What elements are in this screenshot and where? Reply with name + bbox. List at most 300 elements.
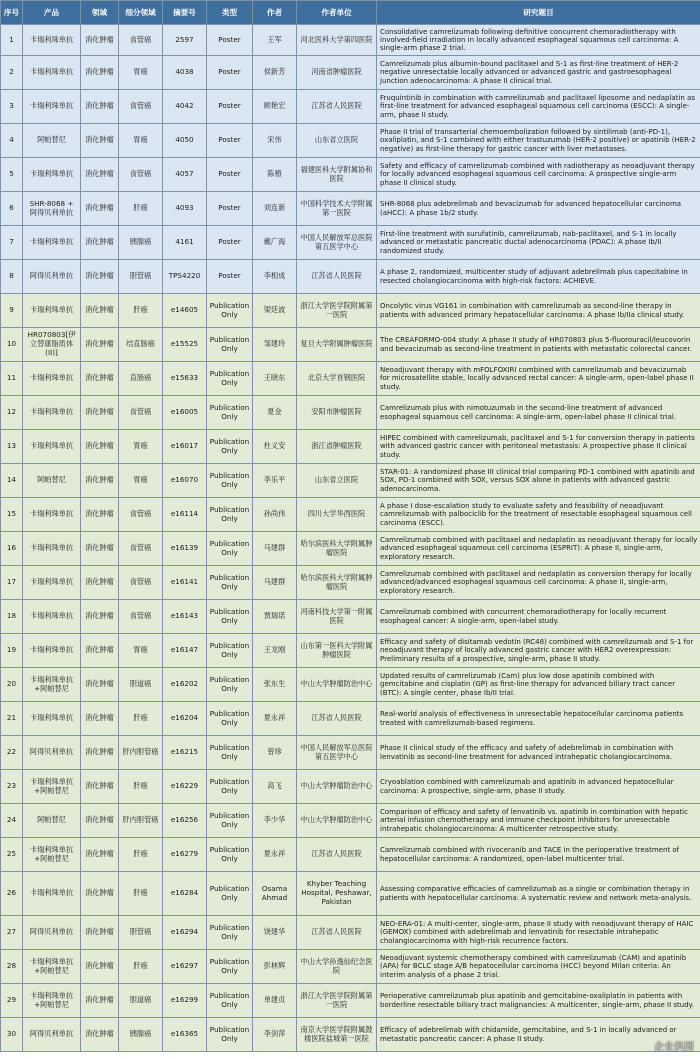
cell-abstract-no: e16279 <box>163 838 207 872</box>
cell-abstract-no: e16141 <box>163 566 207 600</box>
table-row <box>1 396 700 430</box>
cell-subfield: 胃癌 <box>119 634 163 668</box>
cell-field: 消化肿瘤 <box>81 260 119 294</box>
cell-index: 15 <box>1 498 23 532</box>
cell-author: 刘连新 <box>253 192 297 226</box>
table-row <box>1 294 700 328</box>
cell-field: 消化肿瘤 <box>81 566 119 600</box>
cell-abstract-no: e16070 <box>163 464 207 498</box>
cell-affiliation: 河北医科大学第四医院 <box>297 25 377 56</box>
cell-index: 24 <box>1 804 23 838</box>
cell-type: Publication Only <box>207 430 253 464</box>
cell-abstract-no: e16297 <box>163 950 207 984</box>
cell-affiliation: 浙江省肿瘤医院 <box>297 430 377 464</box>
cell-product: 阿帕替尼 <box>23 804 81 838</box>
cell-abstract-no: 4093 <box>163 192 207 226</box>
cell-affiliation: 浙江大学医学院附属第一医院 <box>297 984 377 1018</box>
cell-affiliation: 江苏省人民医院 <box>297 90 377 124</box>
cell-field: 消化肿瘤 <box>81 192 119 226</box>
header-affiliation: 作者单位 <box>297 1 377 25</box>
table-row <box>1 25 700 56</box>
cell-affiliation: Khyber Teaching Hospital, Peshawar, Pakistan <box>297 872 377 916</box>
cell-subfield: 肝癌 <box>119 294 163 328</box>
cell-subfield: 食管癌 <box>119 90 163 124</box>
table-row <box>1 702 700 736</box>
cell-field: 消化肿瘤 <box>81 362 119 396</box>
cell-type: Publication Only <box>207 702 253 736</box>
cell-abstract-no: e16147 <box>163 634 207 668</box>
cell-type: Publication Only <box>207 770 253 804</box>
cell-subfield: 食管癌 <box>119 600 163 634</box>
cell-product: 阿得贝利单抗 <box>23 916 81 950</box>
cell-author: 高飞 <box>253 770 297 804</box>
cell-product: 卡瑞利珠单抗+阿帕替尼 <box>23 950 81 984</box>
header-row <box>1 1 700 25</box>
cell-type: Publication Only <box>207 950 253 984</box>
cell-affiliation: 中山大学肿瘤防治中心 <box>297 770 377 804</box>
cell-index: 3 <box>1 90 23 124</box>
cell-affiliation: 中山大学肿瘤防治中心 <box>297 668 377 702</box>
cell-title: Fruquintinib in combination with camrelizumab and paclitaxel liposome and nedaplatin as first-line treatment for advanced esophageal squamous cell carcinoma (ESCC): A single-arm, phase II study. <box>377 90 700 124</box>
cell-index: 19 <box>1 634 23 668</box>
cell-type: Publication Only <box>207 872 253 916</box>
cell-abstract-no: e16114 <box>163 498 207 532</box>
cell-author: 王龙刚 <box>253 634 297 668</box>
cell-title: Neoadjuvant systemic chemotherapy combined with camrelizumab (CAM) and apatinib (APA) for BCLC stage A/B hepatocellular carcinoma (HCC) beyond Milan criteria: An interim analysis of a phase 2 trial. <box>377 950 700 984</box>
cell-author: 侯新芳 <box>253 56 297 90</box>
cell-abstract-no: e16215 <box>163 736 207 770</box>
cell-type: Poster <box>207 192 253 226</box>
header-product: 产品 <box>23 1 81 25</box>
cell-title: Consolidative camrelizumab following definitive concurrent chemoradiotherapy with involved-field irradiation in locally advanced esophageal squamous cell carcinoma: A single-arm phase 2 trial. <box>377 25 700 56</box>
cell-product: 卡瑞利珠单抗 <box>23 90 81 124</box>
cell-field: 消化肿瘤 <box>81 872 119 916</box>
cell-affiliation: 中国科学技术大学附属第一医院 <box>297 192 377 226</box>
cell-title: A phase 2, randomized, multicenter study of adjuvant adebrelimab plus capecitabine in resected cholangiocarcinoma with high-risk factors: ACHIEVE. <box>377 260 700 294</box>
cell-title: Camrelizumab combined with rivoceranib and TACE in the perioperative treatment of hepatocellular carcinoma: A randomized, open-label multicenter trial. <box>377 838 700 872</box>
cell-index: 10 <box>1 328 23 362</box>
cell-author: 王军 <box>253 25 297 56</box>
cell-subfield: 食管癌 <box>119 566 163 600</box>
cell-product: 卡瑞利珠单抗 <box>23 430 81 464</box>
cell-subfield: 肝癌 <box>119 702 163 736</box>
cell-author: 李乐平 <box>253 464 297 498</box>
table-row <box>1 90 700 124</box>
header-abstract-no: 摘要号 <box>163 1 207 25</box>
cell-index: 11 <box>1 362 23 396</box>
cell-abstract-no: e16143 <box>163 600 207 634</box>
cell-field: 消化肿瘤 <box>81 56 119 90</box>
cell-affiliation: 哈尔滨医科大学附属肿瘤医院 <box>297 532 377 566</box>
cell-title: Camrelizumab plus albumin-bound paclitaxel and S-1 as first-line treatment of HER-2 negative unresectable locally advanced or advanced gastric and gastroesophageal junction adenocarcinoma: A phase II clinical trial. <box>377 56 700 90</box>
cell-type: Publication Only <box>207 600 253 634</box>
cell-product: 卡瑞利珠单抗 <box>23 294 81 328</box>
cell-field: 消化肿瘤 <box>81 770 119 804</box>
cell-abstract-no: 4050 <box>163 124 207 158</box>
cell-affiliation: 复旦大学附属肿瘤医院 <box>297 328 377 362</box>
cell-index: 4 <box>1 124 23 158</box>
cell-type: Publication Only <box>207 464 253 498</box>
cell-affiliation: 江苏省人民医院 <box>297 916 377 950</box>
cell-author: 李剑萍 <box>253 1018 297 1052</box>
cell-abstract-no: 4042 <box>163 90 207 124</box>
cell-product: 卡瑞利珠单抗 <box>23 498 81 532</box>
cell-type: Publication Only <box>207 396 253 430</box>
cell-abstract-no: 4161 <box>163 226 207 260</box>
cell-title: Updated results of camrelizumab (Cam) plus low dose apatinib combined with gemcitabine and cisplatin (GP) as first-line therapy for advanced biliary tract cancer (BTC): A single center, phase Ib/II trial. <box>377 668 700 702</box>
cell-type: Publication Only <box>207 916 253 950</box>
cell-subfield: 胆道癌 <box>119 668 163 702</box>
cell-author: 杜义安 <box>253 430 297 464</box>
cell-product: 阿帕替尼 <box>23 464 81 498</box>
cell-field: 消化肿瘤 <box>81 702 119 736</box>
cell-field: 消化肿瘤 <box>81 464 119 498</box>
cell-author: 陈椿 <box>253 158 297 192</box>
cell-field: 消化肿瘤 <box>81 430 119 464</box>
cell-type: Poster <box>207 56 253 90</box>
table-row <box>1 668 700 702</box>
cell-author: 梁廷波 <box>253 294 297 328</box>
cell-product: 卡瑞利珠单抗+阿帕替尼 <box>23 770 81 804</box>
cell-title: NEO-ERA-01: A multi-center, single-arm, phase II study with neoadjuvant therapy of HAIC (GEMOX) combined with adebrelimab and lenvatinib for resectable intrahepatic cholangiocarcinoma with high-risk recurrence factors. <box>377 916 700 950</box>
cell-subfield: 直肠癌 <box>119 362 163 396</box>
cell-index: 28 <box>1 950 23 984</box>
table-row <box>1 158 700 192</box>
cell-index: 8 <box>1 260 23 294</box>
table-row <box>1 838 700 872</box>
cell-index: 20 <box>1 668 23 702</box>
cell-subfield: 胃癌 <box>119 56 163 90</box>
cell-subfield: 胃癌 <box>119 430 163 464</box>
table-row <box>1 56 700 90</box>
cell-title: STAR-01: A randomized phase III clinical trial comparing PD-1 combined with apatinib and SOX, PD-1 combined with SOX, versus SOX alone in patients with advanced gastric adenocarcinoma. <box>377 464 700 498</box>
cell-index: 26 <box>1 872 23 916</box>
cell-title: Safety and efficacy of camrelizumab combined with radiotherapy as neoadjuvant therapy for locally advanced esophageal squamous cell carcinoma: A prospective single-arm phase II clinical study. <box>377 158 700 192</box>
cell-type: Publication Only <box>207 532 253 566</box>
cell-author: 戴广海 <box>253 226 297 260</box>
header-subfield: 细分领域 <box>119 1 163 25</box>
cell-affiliation: 中山大学肿瘤防治中心 <box>297 804 377 838</box>
cell-abstract-no: 2597 <box>163 25 207 56</box>
cell-field: 消化肿瘤 <box>81 600 119 634</box>
cell-subfield: 肝癌 <box>119 770 163 804</box>
cell-author: 马建群 <box>253 532 297 566</box>
cell-title: Phase II clinical study of the efficacy and safety of adebrelimab in combination with lenvatinib as second-line treatment for advanced intrahepatic cholangiocarcinoma. <box>377 736 700 770</box>
cell-type: Poster <box>207 226 253 260</box>
cell-subfield: 食管癌 <box>119 396 163 430</box>
cell-product: 卡瑞利珠单抗 <box>23 566 81 600</box>
cell-affiliation: 福建医科大学附属协和医院 <box>297 158 377 192</box>
cell-product: 卡瑞利珠单抗 <box>23 362 81 396</box>
table-row <box>1 872 700 916</box>
cell-product: HR070803[伊立替康脂质体(II)] <box>23 328 81 362</box>
cell-type: Publication Only <box>207 498 253 532</box>
cell-title: Camrelizumab plus with nimotuzumab in the second-line treatment of advanced esophageal squamous cell carcinoma: A single-arm, open-label phase II clinical trial. <box>377 396 700 430</box>
cell-type: Poster <box>207 124 253 158</box>
cell-affiliation: 南京大学医学院附属鼓楼医院盐城第一医院 <box>297 1018 377 1052</box>
cell-abstract-no: e16017 <box>163 430 207 464</box>
cell-field: 消化肿瘤 <box>81 328 119 362</box>
cell-field: 消化肿瘤 <box>81 124 119 158</box>
table-row <box>1 328 700 362</box>
cell-affiliation: 江苏省人民医院 <box>297 838 377 872</box>
cell-index: 14 <box>1 464 23 498</box>
cell-product: 卡瑞利珠单抗 <box>23 600 81 634</box>
cell-author: 王晓东 <box>253 362 297 396</box>
table-row <box>1 498 700 532</box>
cell-subfield: 食管癌 <box>119 532 163 566</box>
table-row <box>1 566 700 600</box>
cell-field: 消化肿瘤 <box>81 984 119 1018</box>
cell-author: 顾艳宏 <box>253 90 297 124</box>
cell-subfield: 胰腺癌 <box>119 1018 163 1052</box>
cell-subfield: 胆管癌 <box>119 916 163 950</box>
cell-index: 13 <box>1 430 23 464</box>
cell-title: SHR-8068 plus adebrelimab and bevacizumab for advanced hepatocellular carcinoma (aHCC): A phase 1b/2 study. <box>377 192 700 226</box>
cell-title: Neoadjuvant therapy with mFOLFOXIRI combined with camrelizumab and bevacizumab for microsatellite stable, locally advanced rectal cancer: A single-arm, open-label phase II study. <box>377 362 700 396</box>
cell-subfield: 肝癌 <box>119 950 163 984</box>
table-row <box>1 916 700 950</box>
cell-index: 16 <box>1 532 23 566</box>
cell-abstract-no: e16229 <box>163 770 207 804</box>
cell-title: Phase II trial of transarterial chemoembolization followed by sintilimab (anti-PD-1), oxaliplatin, and S-1 combined with either trastuzumab (HER-2 positive) or apatinib (HER-2 negative) as first-line therapy for gastric cancer with liver metastases. <box>377 124 700 158</box>
cell-abstract-no: e16139 <box>163 532 207 566</box>
cell-abstract-no: e16299 <box>163 984 207 1018</box>
cell-subfield: 胆道癌 <box>119 984 163 1018</box>
header-author: 作者 <box>253 1 297 25</box>
cell-abstract-no: TPS4220 <box>163 260 207 294</box>
cell-index: 22 <box>1 736 23 770</box>
cell-product: 卡瑞利珠单抗 <box>23 872 81 916</box>
table-row <box>1 192 700 226</box>
cell-abstract-no: e16202 <box>163 668 207 702</box>
cell-product: 阿得贝利单抗 <box>23 1018 81 1052</box>
cell-abstract-no: e16365 <box>163 1018 207 1052</box>
cell-author: 马建群 <box>253 566 297 600</box>
table-row <box>1 634 700 668</box>
table-row <box>1 430 700 464</box>
cell-affiliation: 中国人民解放军总医院第五医学中心 <box>297 736 377 770</box>
cell-type: Publication Only <box>207 362 253 396</box>
cell-index: 23 <box>1 770 23 804</box>
cell-title: Perioperative camrelizumab plus apatinib and gemcitabine-oxaliplatin in patients with borderline resectable biliary tract malignancies: A multicenter, single-arm, phase II study. <box>377 984 700 1018</box>
cell-author: 曾珍 <box>253 736 297 770</box>
cell-title: Efficacy of adebrelimab with chidamide, gemcitabine, and S-1 in locally advanced or metastatic pancreatic cancer: A phase II study. <box>377 1018 700 1052</box>
cell-field: 消化肿瘤 <box>81 668 119 702</box>
cell-author: 孙尚伟 <box>253 498 297 532</box>
cell-type: Publication Only <box>207 294 253 328</box>
cell-subfield: 肝内胆管癌 <box>119 736 163 770</box>
cell-field: 消化肿瘤 <box>81 736 119 770</box>
cell-abstract-no: 4057 <box>163 158 207 192</box>
table-row <box>1 1018 700 1052</box>
cell-type: Poster <box>207 158 253 192</box>
cell-product: 卡瑞利珠单抗+阿帕替尼 <box>23 668 81 702</box>
table-row <box>1 532 700 566</box>
cell-product: 卡瑞利珠单抗 <box>23 634 81 668</box>
cell-title: Cryoablation combined with camrelizumab and apatinib in advanced hepatocellular carcinoma: A prospective, single-arm, phase II study. <box>377 770 700 804</box>
cell-subfield: 肝癌 <box>119 192 163 226</box>
cell-field: 消化肿瘤 <box>81 396 119 430</box>
cell-affiliation: 江苏省人民医院 <box>297 260 377 294</box>
cell-abstract-no: e16256 <box>163 804 207 838</box>
cell-index: 17 <box>1 566 23 600</box>
table-row <box>1 226 700 260</box>
cell-field: 消化肿瘤 <box>81 532 119 566</box>
cell-author: 邹建玲 <box>253 328 297 362</box>
table-row <box>1 124 700 158</box>
cell-abstract-no: e15633 <box>163 362 207 396</box>
cell-abstract-no: e16204 <box>163 702 207 736</box>
cell-affiliation: 山东省立医院 <box>297 124 377 158</box>
cell-type: Publication Only <box>207 668 253 702</box>
cell-abstract-no: e16294 <box>163 916 207 950</box>
cell-affiliation: 山东省立医院 <box>297 464 377 498</box>
cell-abstract-no: e14605 <box>163 294 207 328</box>
header-index: 序号 <box>1 1 23 25</box>
cell-product: 阿得贝利单抗 <box>23 260 81 294</box>
cell-index: 29 <box>1 984 23 1018</box>
cell-index: 7 <box>1 226 23 260</box>
cell-index: 6 <box>1 192 23 226</box>
cell-subfield: 胰腺癌 <box>119 226 163 260</box>
cell-title: First-line treatment with surufatinib, camrelizumab, nab-paclitaxel, and S-1 in locally advanced or metastatic pancreatic ductal adenocarcinoma (PDAC): A phase Ib/II randomized study. <box>377 226 700 260</box>
cell-type: Poster <box>207 25 253 56</box>
header-field: 领域 <box>81 1 119 25</box>
cell-affiliation: 浙江大学医学院附属第一医院 <box>297 294 377 328</box>
watermark-text: 企业供图 <box>654 1042 694 1053</box>
cell-field: 消化肿瘤 <box>81 916 119 950</box>
cell-author: 宋伟 <box>253 124 297 158</box>
table-row <box>1 464 700 498</box>
cell-field: 消化肿瘤 <box>81 838 119 872</box>
cell-title: Efficacy and safety of disitamab vedotin (RC48) combined with camrelizumab and S-1 for neoadjuvant therapy of locally advanced gastric cancer with HER2 overexpression: Preliminary results of a prospective, single-arm, phase II study. <box>377 634 700 668</box>
cell-type: Publication Only <box>207 736 253 770</box>
cell-author: 彭林辉 <box>253 950 297 984</box>
cell-author: 单建贞 <box>253 984 297 1018</box>
cell-field: 消化肿瘤 <box>81 158 119 192</box>
header-type: 类型 <box>207 1 253 25</box>
cell-affiliation: 哈尔滨医科大学附属肿瘤医院 <box>297 566 377 600</box>
cell-type: Publication Only <box>207 1018 253 1052</box>
cell-subfield: 肝癌 <box>119 872 163 916</box>
cell-author: Osama Ahmad <box>253 872 297 916</box>
cell-title: Assessing comparative efficacies of camrelizumab as a single or combination therapy in patients with hepatocellular carcinoma: A systematic review and network meta-analysis. <box>377 872 700 916</box>
cell-author: 夏永祥 <box>253 702 297 736</box>
cell-product: 阿帕替尼 <box>23 124 81 158</box>
cell-field: 消化肿瘤 <box>81 634 119 668</box>
cell-index: 21 <box>1 702 23 736</box>
cell-field: 消化肿瘤 <box>81 226 119 260</box>
cell-product: 卡瑞利珠单抗 <box>23 158 81 192</box>
cell-subfield: 胃癌 <box>119 124 163 158</box>
cell-type: Publication Only <box>207 804 253 838</box>
cell-product: 卡瑞利珠单抗 <box>23 226 81 260</box>
cell-index: 25 <box>1 838 23 872</box>
cell-affiliation: 河南科技大学第一附属医院 <box>297 600 377 634</box>
cell-subfield: 食管癌 <box>119 498 163 532</box>
cell-type: Publication Only <box>207 566 253 600</box>
cell-product: 卡瑞利珠单抗 <box>23 56 81 90</box>
cell-title: A phase I dose-escalation study to evaluate safety and feasibility of neoadjuvant camrelizumab with palbociclib for the treatment of resectable esophageal squamous cell carcinoma (ESCC). <box>377 498 700 532</box>
cell-title: Comparison of efficacy and safety of lenvatinib vs. apatinib in combination with hepatic arterial infusion chemotherapy and immune checkpoint inhibitors for unresectable intrahepatic cholangiocarcinoma: A multicenter retrospective study. <box>377 804 700 838</box>
table-row <box>1 804 700 838</box>
cell-title: HIPEC combined with camrelizumab, paclitaxel and S-1 for conversion therapy in patients with advanced gastric cancer with peritoneal metastasis: A prospective phase II clinical study. <box>377 430 700 464</box>
table-row <box>1 260 700 294</box>
cell-abstract-no: e16005 <box>163 396 207 430</box>
cell-affiliation: 中山大学孙逸仙纪念医院 <box>297 950 377 984</box>
cell-index: 18 <box>1 600 23 634</box>
cell-index: 2 <box>1 56 23 90</box>
cell-author: 贾瑞诺 <box>253 600 297 634</box>
cell-type: Poster <box>207 260 253 294</box>
cell-field: 消化肿瘤 <box>81 498 119 532</box>
table-row <box>1 984 700 1018</box>
cell-product: 卡瑞利珠单抗 <box>23 25 81 56</box>
cell-index: 9 <box>1 294 23 328</box>
cell-affiliation: 江苏省人民医院 <box>297 702 377 736</box>
table-row <box>1 950 700 984</box>
cell-title: Camrelizumab combined with paclitaxel and nedaplatin as neoadjuvant therapy for locally advanced esophageal squamous cell carcinoma (ESPRIT): A phase II, single-arm, exploratory research. <box>377 532 700 566</box>
cell-field: 消化肿瘤 <box>81 90 119 124</box>
cell-index: 30 <box>1 1018 23 1052</box>
cell-field: 消化肿瘤 <box>81 950 119 984</box>
cell-type: Publication Only <box>207 328 253 362</box>
cell-subfield: 胆管癌 <box>119 260 163 294</box>
cell-type: Publication Only <box>207 838 253 872</box>
cell-index: 27 <box>1 916 23 950</box>
cell-product: 卡瑞利珠单抗 <box>23 532 81 566</box>
cell-type: Publication Only <box>207 634 253 668</box>
cell-type: Poster <box>207 90 253 124</box>
cell-affiliation: 安阳市肿瘤医院 <box>297 396 377 430</box>
cell-product: 阿得贝利单抗 <box>23 736 81 770</box>
cell-field: 消化肿瘤 <box>81 25 119 56</box>
cell-subfield: 肝内胆管癌 <box>119 804 163 838</box>
cell-product: 卡瑞利珠单抗 <box>23 396 81 430</box>
cell-author: 李相成 <box>253 260 297 294</box>
cell-author: 李少华 <box>253 804 297 838</box>
cell-index: 5 <box>1 158 23 192</box>
cell-product: 卡瑞利珠单抗 <box>23 702 81 736</box>
cell-title: Camrelizumab combined with concurrent chemoradiotherapy for locally recurrent esophageal cancer: A single-arm, open-label study. <box>377 600 700 634</box>
cell-abstract-no: e16284 <box>163 872 207 916</box>
cell-product: 卡瑞利珠单抗+阿帕替尼 <box>23 984 81 1018</box>
cell-abstract-no: 4038 <box>163 56 207 90</box>
cell-abstract-no: e15525 <box>163 328 207 362</box>
header-title: 研究题目 <box>377 1 700 25</box>
cell-affiliation: 山东第一医科大学附属肿瘤医院 <box>297 634 377 668</box>
cell-subfield: 胃癌 <box>119 464 163 498</box>
cell-affiliation: 中国人民解放军总医院第五医学中心 <box>297 226 377 260</box>
cell-title: Oncolytic virus VG161 in combination with camrelizumab as second-line therapy in patients with advanced primary hepatocellular carcinoma: A phase Ib/IIa clinical study. <box>377 294 700 328</box>
cell-field: 消化肿瘤 <box>81 804 119 838</box>
cell-product: SHR-8068 + 阿得贝利单抗 <box>23 192 81 226</box>
table-row <box>1 736 700 770</box>
cell-title: Real-world analysis of effectiveness in unresectable hepatocellular carcinoma patients treated with camrelizumab-based regimens. <box>377 702 700 736</box>
cell-author: 夏永祥 <box>253 838 297 872</box>
table-row <box>1 600 700 634</box>
cell-field: 消化肿瘤 <box>81 1018 119 1052</box>
cell-index: 12 <box>1 396 23 430</box>
cell-subfield: 肝癌 <box>119 838 163 872</box>
cell-product: 卡瑞利珠单抗+阿帕替尼 <box>23 838 81 872</box>
cell-field: 消化肿瘤 <box>81 294 119 328</box>
cell-index: 1 <box>1 25 23 56</box>
cell-affiliation: 四川大学华西医院 <box>297 498 377 532</box>
table-row <box>1 770 700 804</box>
cell-subfield: 结直肠癌 <box>119 328 163 362</box>
